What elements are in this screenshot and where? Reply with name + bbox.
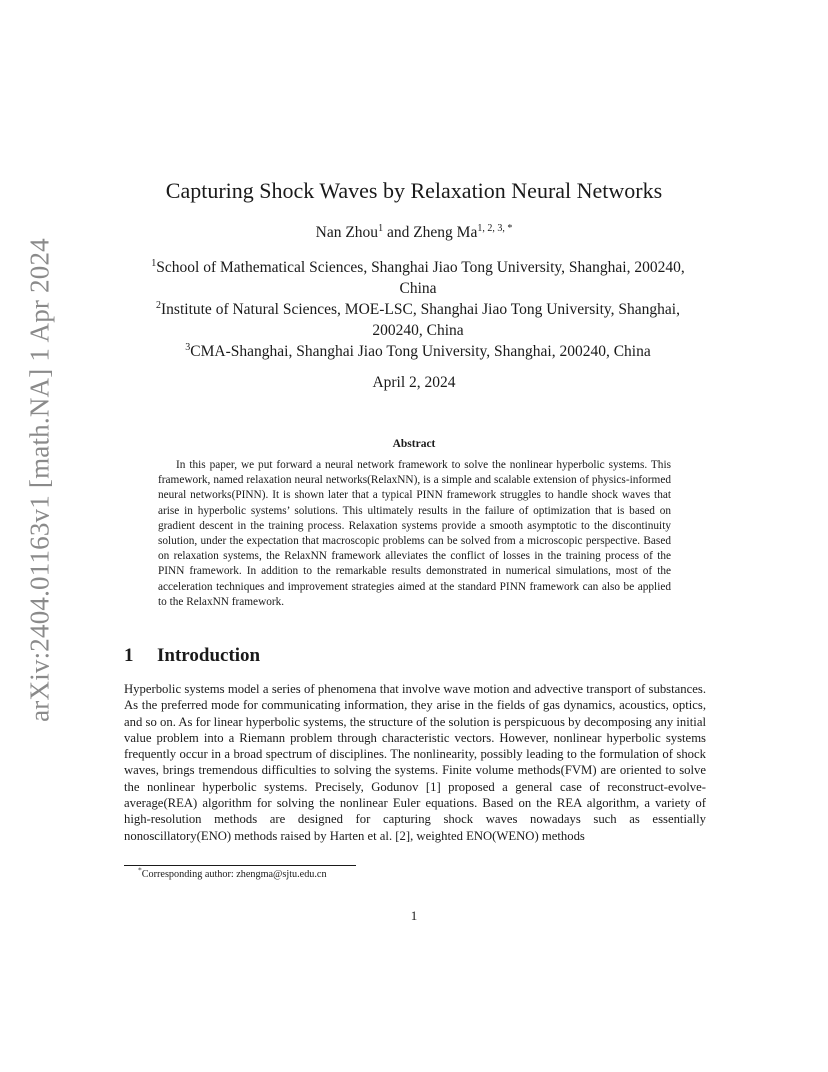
author-1-affiliation-mark: 1 — [378, 222, 384, 234]
affiliation-3-text: CMA-Shanghai, Shanghai Jiao Tong University, Shanghai, 200240, China — [190, 343, 651, 360]
footnote-mark: * — [138, 865, 142, 875]
publication-date: April 2, 2024 — [372, 374, 456, 391]
introduction-body: Hyperbolic systems model a series of phenomena that involve wave motion and advective transport of substances. As the preferred mode for communicating information, they arise in the fields of gas dynamics, acoustics, optics, and so on. As for linear hyperbolic systems, the structure of the solution is perspicuous by decomposing any initial value problem into a Riemann problem through characteristic vectors. However, nonlinear hyperbolic systems frequently occur in a broad spectrum of disciplines. The nonlinearity, possibly leading to the formulation of shock waves, brings tremendous difficulties to solving the systems. Finite volume methods(FVM) are oriented to solve the nonlinear hyperbolic systems. Precisely, Godunov [1] proposed a general case of reconstruct-evolve-average(REA) algorithm for solving the nonlinear Euler equations. Based on the REA algorithm, a variety of high-resolution methods are designed for capturing shock waves nowadays such as essentially nonoscillatory(ENO) methods raised by Harten et al. [2], weighted ENO(WENO) methods — [124, 682, 706, 843]
paper-title: Capturing Shock Waves by Relaxation Neural Networks — [165, 178, 663, 203]
affiliation-1-mark: 1 — [151, 257, 157, 269]
footnote-divider — [124, 865, 356, 866]
author-2-name: Zheng Ma — [413, 224, 478, 241]
section-title: Introduction — [157, 645, 261, 666]
footnote — [138, 865, 327, 880]
section-number: 1 — [124, 645, 134, 666]
affiliation-2-text: Institute of Natural Sciences, MOE-LSC, Shanghai Jiao Tong University, Shanghai, 200240, China — [161, 301, 680, 339]
affiliation-2-mark: 2 — [156, 299, 162, 311]
affiliation-2 — [150, 299, 686, 341]
footnote-text: Corresponding author: zhengma@sjtu.edu.cn — [141, 869, 327, 880]
author-2-affiliation-mark: 1, 2, 3, * — [477, 222, 513, 234]
affiliation-1 — [150, 257, 686, 299]
arxiv-identifier-text: arXiv:2404.01163v1 [math.NA] 1 Apr 2024 — [24, 238, 55, 722]
author-connector: and — [383, 224, 414, 241]
author-line — [0, 224, 828, 242]
affiliation-1-text: School of Mathematical Sciences, Shanghai Jiao Tong University, Shanghai, 200240, China — [156, 259, 685, 297]
author-1-name: Nan Zhou — [315, 224, 379, 241]
affiliation-3 — [150, 341, 686, 362]
affiliation-3-mark: 3 — [185, 341, 191, 353]
affiliations-block — [150, 257, 686, 362]
page-number: 1 — [410, 908, 418, 923]
abstract-body: In this paper, we put forward a neural network framework to solve the nonlinear hyperbolic systems. This framework, named relaxation neural networks(RelaxNN), is a simple and scalable extension of physics-informed neural networks(PINN). It is shown later that a typical PINN framework struggles to handle shock waves that arise in hyperbolic systems’ solutions. This ultimately results in the failure of optimization that is based on gradient descent in the training process. Relaxation systems provide a smooth asymptotic to the discontinuity solution, under the expectation that macroscopic problems can be solved from a microscopic perspective. Based on relaxation systems, the RelaxNN framework alleviates the conflict of losses in the training process of the PINN framework. In addition to the remarkable results demonstrated in numerical simulations, most of the acceleration techniques and improvement strategies aimed at the standard PINN framework can also be applied to the RelaxNN framework. — [158, 459, 671, 608]
abstract-heading: Abstract — [392, 438, 436, 450]
arxiv-identifier-stamp — [18, 238, 62, 722]
section-heading — [124, 645, 260, 667]
